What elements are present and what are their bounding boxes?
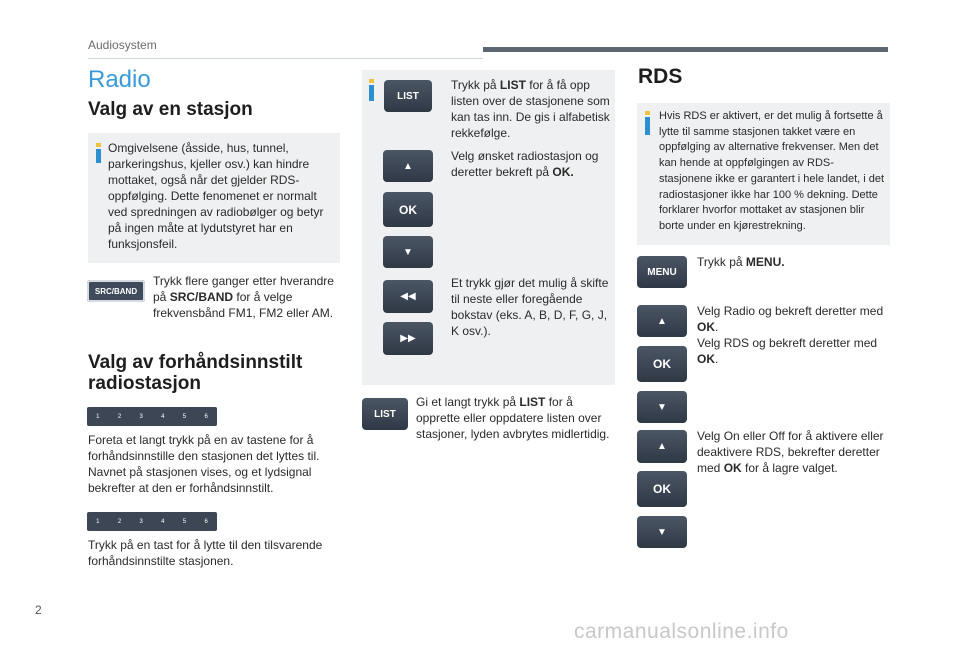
- preset-buttons-strip-2: [87, 512, 217, 531]
- info-box-reception: [88, 133, 340, 263]
- select-station-instruction: Velg ønsket radiostasjon og deretter bekreft på OK.: [451, 149, 599, 179]
- preset-label: 5: [182, 518, 187, 525]
- preset-label: 3: [139, 413, 143, 420]
- preset-label: 1: [96, 413, 100, 420]
- page-number: 2: [35, 603, 42, 617]
- preset-label: 5: [182, 413, 187, 420]
- heading-rds: RDS: [638, 65, 683, 88]
- watermark: carmanualsonline.info: [574, 620, 789, 643]
- ok-button-icon: OK: [637, 471, 687, 507]
- ok-button-icon: OK: [383, 192, 433, 227]
- page-title: Radio: [88, 66, 151, 93]
- src-band-button-icon: SRC/BAND: [87, 280, 145, 302]
- skip-letter-instruction: Et trykk gjør det mulig å skifte til neste eller foregående bokstav (eks. A, B, D, F, G, J, K osv.).: [451, 276, 609, 338]
- previous-icon: ◀◀: [383, 280, 433, 313]
- preset-text-listen: Trykk på en tast for å lytte til den tilsvarende forhåndsinnstilte stasjonen.: [88, 538, 323, 568]
- preset-label: 2: [117, 413, 122, 420]
- preset-label: 6: [204, 518, 208, 525]
- preset-label: 4: [161, 413, 165, 420]
- preset-buttons-strip-1: [87, 407, 217, 426]
- on-off-instruction: Velg On eller Off for å aktivere eller deaktivere RDS, bekrefter deretter med OK for å lagre valget.: [697, 429, 884, 475]
- down-arrow-icon: ▼: [637, 391, 687, 423]
- next-icon: ▶▶: [383, 322, 433, 355]
- heading-select-station: Valg av en stasjon: [88, 99, 253, 120]
- preset-label: 1: [96, 518, 100, 525]
- list-instruction: Trykk på LIST for å få opp listen over de stasjonene som kan tas inn. De gis i alfabetisk rekkefølge.: [451, 78, 610, 140]
- up-arrow-icon: ▲: [383, 150, 433, 182]
- ok-button-icon: OK: [637, 346, 687, 382]
- menu-button-icon: MENU: [637, 256, 687, 288]
- menu-instruction: Trykk på MENU.: [697, 255, 785, 269]
- long-list-instruction: Gi et langt trykk på LIST for å opprette eller oppdatere listen over stasjoner, lyden avbrytes midlertidig.: [416, 395, 610, 441]
- up-arrow-icon: ▲: [637, 430, 687, 463]
- src-band-instruction: Trykk flere ganger etter hverandre på SRC/BAND for å velge frekvensbånd FM1, FM2 eller AM.: [153, 274, 334, 320]
- list-button-icon: LIST: [384, 80, 432, 112]
- info-text-rds: Hvis RDS er aktivert, er det mulig å fortsette å lytte til samme stasjonen takket være en oppfølging av alternative frekvenser. Men det kan hende at oppfølgingen av RDS-stasjonene ikke er garantert i hele landet, i det radiostasjoner ikke har 100 % dekning. Dette forklarer hvorfor mottaket av stasjonen blir borte under en kjørestrekning.: [659, 110, 885, 232]
- section-title: Audiosystem: [88, 38, 157, 52]
- header-divider: [88, 58, 483, 59]
- preset-text-store: Foreta et langt trykk på en av tastene for å forhåndsinnstille den stasjonen det lyttes til. Navnet på stasjonen vises, og et lydsignal bekrefter at den er forhåndsinnstilt.: [88, 433, 320, 495]
- preset-label: 2: [117, 518, 122, 525]
- radio-rds-instruction: Velg Radio og bekreft deretter med OK. Velg RDS og bekreft deretter med OK.: [697, 304, 884, 366]
- info-box-list: [362, 70, 615, 385]
- up-arrow-icon: ▲: [637, 305, 687, 337]
- preset-label: 6: [204, 413, 208, 420]
- header-bar: [483, 47, 888, 52]
- down-arrow-icon: ▼: [383, 236, 433, 268]
- preset-label: 3: [139, 518, 143, 525]
- info-box-rds: [637, 103, 890, 245]
- preset-label: 4: [161, 518, 165, 525]
- list-button-icon-2: LIST: [362, 398, 408, 430]
- down-arrow-icon: ▼: [637, 516, 687, 548]
- info-text-reception: Omgivelsene (åsside, hus, tunnel, parkeringshus, kjeller osv.) kan hindre mottaket, også når det gjelder RDS-oppfølging. Dette fenomenet er normalt ved spredningen av radiobølger og betyr på ingen måte at lydutstyret har en funksjonsfeil.: [108, 141, 324, 251]
- heading-preset-station: Valg av forhåndsinnstilt radiostasjon: [88, 352, 303, 394]
